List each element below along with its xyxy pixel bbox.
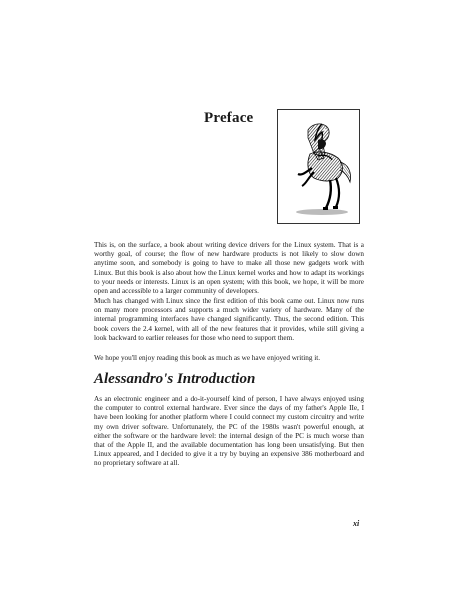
bucking-horse-illustration-icon [278,110,359,223]
preface-paragraph-1: This is, on the surface, a book about writing device drivers for the Linux system. That is a worthy goal, of course; the flow of new hardware products is not likely to slow down anytime soon, and somebody is going to have to make all those new gadgets work with Linux. But this book is also about how the Linux kernel works and how to adapt its workings to your needs or interests. Linux is an open system; with this book, we hope, it will be more open and accessible to a larger community of developers. [94,241,364,296]
section-heading: Alessandro's Introduction [94,371,256,387]
preface-paragraph-3: We hope you'll enjoy reading this book as much as we have enjoyed writing it. [94,354,321,362]
preface-paragraph-2: Much has changed with Linux since the first edition of this book came out. Linux now runs on many more processors and supports a much wider variety of hardware. Many of the internal programming interfaces have changed significantly. Thus, the second edition. This book covers the 2.4 kernel, with all of the new features that it provides, while still giving a look backward to earlier releases for those who need to support them. [94,297,364,342]
chapter-illustration [277,109,360,224]
section-paragraph: As an electronic engineer and a do-it-yourself kind of person, I have always enjoyed using the computer to control external hardware. Ever since the days of my father's Apple IIe, I have been looking for another platform where I could connect my custom circuitry and write my own driver software. Unfortunately, the PC of the 1980s wasn't powerful enough, at either the software or the hardware level: the internal design of the PC is much worse than that of the Apple II, and the available documentation has long been unsatisfying. But then Linux appeared, and I decided to give it a try by buying an expensive 386 motherboard and no proprietary software at all. [94,395,364,468]
chapter-title [204,109,274,127]
page-number: xi [353,519,360,528]
chapter-title-text: Preface [204,110,254,126]
